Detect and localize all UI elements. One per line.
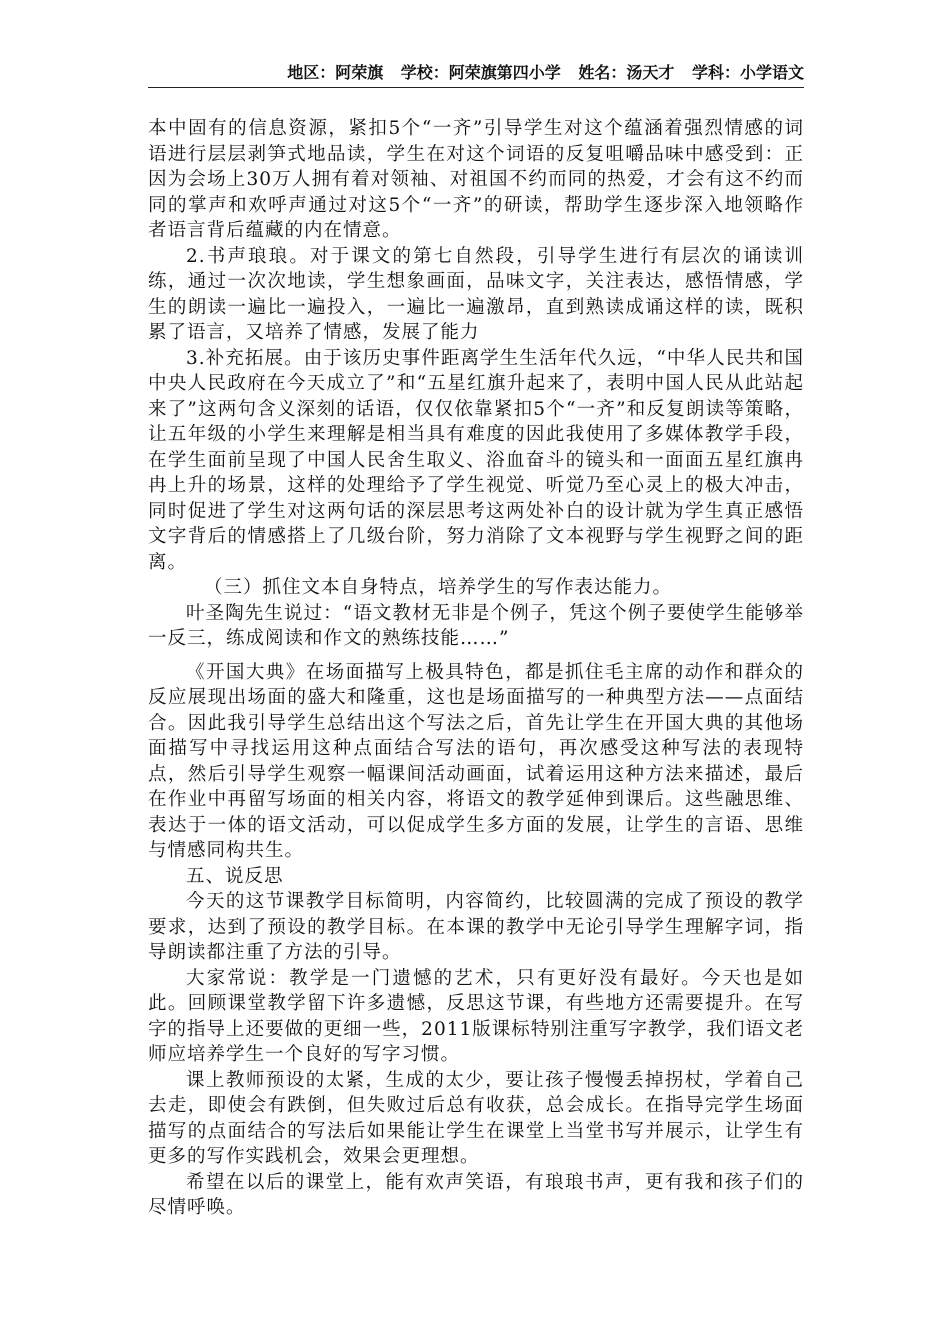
header-region: 地区：阿荣旗 <box>287 63 384 82</box>
section-heading-reflection: 五、说反思 <box>186 865 284 887</box>
header-subject: 学科：小学语文 <box>691 63 804 82</box>
header-name: 姓名：汤天才 <box>578 63 675 82</box>
paragraph-reflection-hope: 希望在以后的课堂上，能有欢声笑语，有琅琅书声，更有我和孩子们的尽情呼唤。 <box>148 1171 804 1218</box>
paragraph-reflection-regrets: 大家常说：教学是一门遗憾的艺术，只有更好没有最好。今天也是如此。回顾课堂教学留下许多遗憾，反思这节课，有些地方还需要提升。在写字的指导上还要做的更细一些，2011版课标特别注重写字教学，我们语文老师应培养学生一个良好的写字习惯。 <box>148 967 804 1065</box>
header-divider <box>148 87 804 88</box>
paragraph-continued: 本中固有的信息资源，紧扣5个“一齐”引导学生对这个蕴涵着强烈情感的词语进行层层剥笋式地品读，学生在对这个词语的反复咀嚼品味中感受到：正因为会场上30万人拥有着对领袖、对祖国不约而同的热爱，才会有这不约而同的掌声和欢呼声通过对这5个“一齐”的研读，帮助学生逐步深入地领略作者语言背后蕴藏的内在情意。 <box>148 118 804 241</box>
paragraph-quote: 叶圣陶先生说过：“语文教材无非是个例子，凭这个例子要使学生能够举一反三，练成阅读和作文的熟练技能……” <box>148 602 804 649</box>
header-school: 学校：阿荣旗第四小学 <box>400 63 561 82</box>
page-header <box>148 62 804 84</box>
document-body <box>148 116 804 1221</box>
paragraph-supplement: 3.补充拓展。由于该历史事件距离学生生活年代久远，“中华人民共和国中央人民政府在今天成立了”和“五星红旗升起来了，表明中国人民从此站起来了”这两句含义深刻的话语，仅仅依靠紧扣5个“一齐”和反复朗读等策略，让五年级的小学生来理解是相当具有难度的因此我使用了多媒体教学手段，在学生面前呈现了中国人民舍生取义、浴血奋斗的镜头和一面面五星红旗冉冉上升的场景，这样的处理给予了学生视觉、听觉乃至心灵上的极大冲击，同时促进了学生对这两句话的深层思考这两处补白的设计就为学生真正感悟文字背后的情感搭上了几级台阶，努力消除了文本视野与学生视野之间的距离。 <box>148 347 804 573</box>
paragraph-reading-aloud: 2.书声琅琅。对于课文的第七自然段，引导学生进行有层次的诵读训练，通过一次次地读，学生想象画面，品味文字，关注表达，感悟情感，学生的朗读一遍比一遍投入，一遍比一遍激昂，直到熟读成诵这样的读，既积累了语言，又培养了情感，发展了能力 <box>148 245 804 343</box>
paragraph-reflection-improve: 课上教师预设的太紧，生成的太少，要让孩子慢慢丢掉拐杖，学着自己去走，即使会有跌倒，但失败过后总有收获，总会成长。在指导完学生场面描写的点面结合的写法后如果能让学生在课堂上当堂书写并展示，让学生有更多的写作实践机会，效果会更理想。 <box>148 1069 804 1167</box>
section-heading-three: （三）抓住文本自身特点，培养学生的写作表达能力。 <box>204 577 673 598</box>
paragraph-reflection-goals: 今天的这节课教学目标简明，内容简约，比较圆满的完成了预设的教学要求，达到了预设的教学目标。在本课的教学中无论引导学生理解字词，指导朗读都注重了方法的引导。 <box>148 891 804 963</box>
paragraph-scene-writing: 《开国大典》在场面描写上极具特色，都是抓住毛主席的动作和群众的反应展现出场面的盛大和隆重，这也是场面描写的一种典型方法——点面结合。因此我引导学生总结出这个写法之后，首先让学生在开国大典的其他场面描写中寻找运用这种点面结合写法的语句，再次感受这种写法的表现特点，然后引导学生观察一幅课间活动画面，试着运用这种方法来描述，最后在作业中再留写场面的相关内容，将语文的教学延伸到课后。这些融思维、表达于一体的语文活动，可以促成学生多方面的发展，让学生的言语、思维与情感同构共生。 <box>148 661 804 861</box>
